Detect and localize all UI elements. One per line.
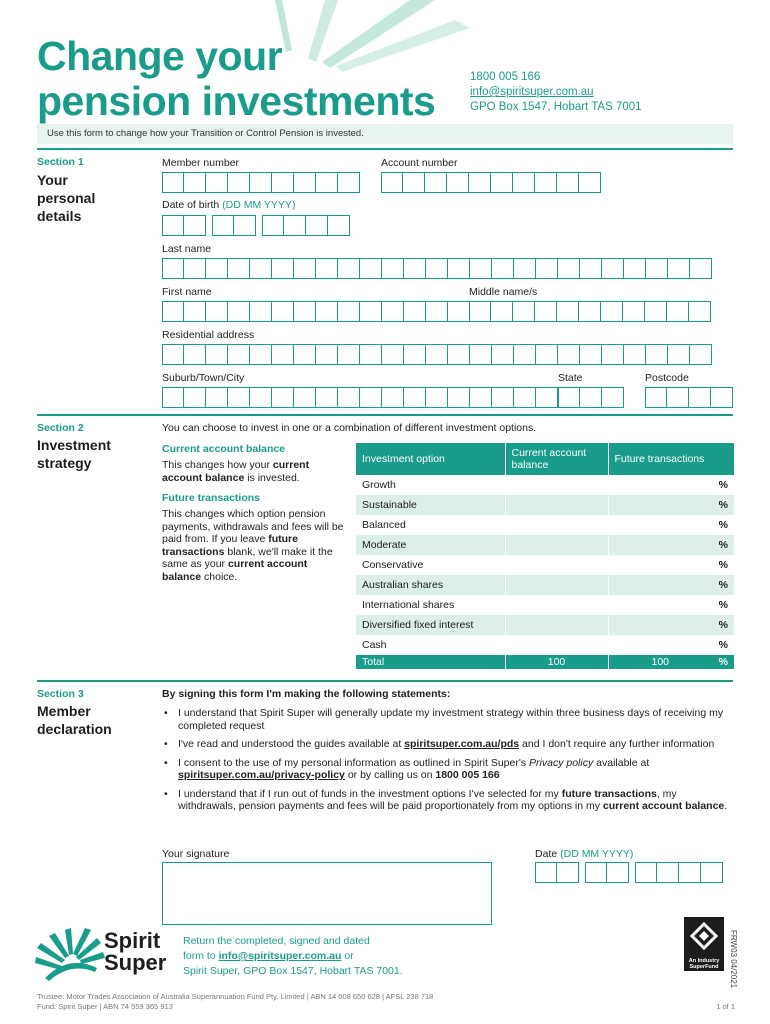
option-name: Balanced — [362, 519, 406, 531]
email-link[interactable]: info@spiritsuper.com.au — [470, 86, 594, 98]
section3-title: Member declaration — [37, 703, 112, 737]
ft-text: This changes which option pension payments, withdrawals and fees will be paid from. If you leave future transactions blank, we'll make it the same as your current account balance choice. — [162, 508, 344, 583]
sign-date-label: Date (DD MM YYYY) — [535, 848, 634, 860]
section2-title: Investment strategy — [37, 437, 111, 471]
form-code: FRW03 04/2021 — [729, 930, 738, 989]
total-row — [356, 655, 734, 669]
statement-3: • I consent to the use of my personal information as outlined in Spirit Super's Privacy policy available at spiritsuper.com.au/privacy-policy or by calling us on 1800 005 166 — [162, 757, 728, 782]
current-balance-input[interactable] — [505, 575, 608, 595]
statement-4: • I understand that if I run out of funds in the investment options I've selected for my future transactions, my withdrawals, pension payments and fees will be paid proportionately from my options in my current account balance. — [162, 788, 728, 813]
table-row — [356, 475, 734, 495]
current-balance-input[interactable] — [505, 475, 608, 495]
total-current: 100 — [505, 655, 608, 669]
industry-superfund-badge: An Industry SuperFund — [684, 917, 724, 971]
option-name: Conservative — [362, 559, 424, 571]
current-balance-input[interactable] — [505, 635, 608, 655]
col-option: Investment option — [356, 443, 505, 475]
total-label: Total — [356, 655, 505, 669]
percent-sign: % — [712, 575, 734, 595]
table-row — [356, 555, 734, 575]
middle-names-field[interactable] — [469, 301, 711, 322]
future-transactions-input[interactable] — [608, 555, 712, 575]
future-transactions-input[interactable] — [608, 635, 712, 655]
page-number: 1 of 1 — [716, 1002, 735, 1011]
future-transactions-input[interactable] — [608, 575, 712, 595]
option-name: International shares — [362, 599, 455, 611]
percent-sign: % — [712, 495, 734, 515]
table-row — [356, 575, 734, 595]
percent-sign: % — [712, 615, 734, 635]
ft-heading: Future transactions — [162, 492, 261, 504]
future-transactions-input[interactable] — [608, 515, 712, 535]
investment-table — [356, 443, 734, 669]
section1-title: Your personal details — [37, 172, 96, 224]
table-row — [356, 635, 734, 655]
table-row — [356, 515, 734, 535]
postal-address: GPO Box 1547, Hobart TAS 7001 — [470, 101, 642, 113]
first-name-label: First name — [162, 286, 212, 298]
last-name-label: Last name — [162, 243, 212, 255]
return-instructions: Return the completed, signed and dated form to info@spiritsuper.com.au or Spirit Super, GPO Box 1547, Hobart TAS 7001. — [183, 935, 403, 977]
cab-heading: Current account balance — [162, 443, 286, 455]
option-name: Cash — [362, 639, 387, 651]
member-number-field[interactable] — [162, 172, 360, 193]
future-transactions-input[interactable] — [608, 595, 712, 615]
current-balance-input[interactable] — [505, 595, 608, 615]
table-row — [356, 615, 734, 635]
percent-sign: % — [718, 599, 728, 611]
current-balance-input[interactable] — [505, 535, 608, 555]
trustee-info: Trustee: Motor Trades Association of Australia Superannuation Fund Pty. Limited | ABN 14 008 650 628 | AFSL 238 718 Fund: Spirit Super | ABN 74 559 365 913 — [37, 992, 434, 1011]
option-name: Sustainable — [356, 495, 505, 515]
address-field[interactable] — [162, 344, 712, 365]
state-field[interactable] — [558, 387, 624, 408]
current-balance-input[interactable] — [505, 555, 608, 575]
superfund-badge-icon — [684, 917, 724, 953]
percent-sign: % — [712, 535, 734, 555]
return-email-link[interactable]: info@spiritsuper.com.au — [218, 950, 342, 962]
divider — [37, 680, 733, 682]
dob-label: Date of birth (DD MM YYYY) — [162, 199, 296, 211]
member-number-label: Member number — [162, 157, 240, 169]
postcode-field[interactable] — [645, 387, 733, 408]
account-number-field[interactable] — [381, 172, 601, 193]
privacy-link[interactable]: spiritsuper.com.au/privacy-policy — [178, 769, 345, 781]
total-future: 100 — [608, 655, 712, 669]
percent-sign: % — [712, 655, 734, 669]
section2-number: Section 2 — [37, 422, 84, 434]
logo-text: Spirit Super — [104, 928, 167, 975]
intro-band: Use this form to change how your Transition or Control Pension is invested. — [37, 124, 733, 144]
signature-label: Your signature — [162, 848, 230, 860]
statement-1: • I understand that Spirit Super will generally update my investment strategy within three business days of receiving my completed request — [162, 707, 728, 732]
option-name: Growth — [362, 479, 396, 491]
table-row — [356, 495, 734, 515]
state-label: State — [558, 372, 583, 384]
future-transactions-input[interactable] — [608, 615, 712, 635]
account-number-label: Account number — [381, 157, 458, 169]
future-transactions-input[interactable] — [608, 495, 712, 515]
percent-sign: % — [718, 639, 728, 651]
percent-sign: % — [718, 519, 728, 531]
option-name: Moderate — [356, 535, 505, 555]
last-name-field[interactable] — [162, 258, 712, 279]
cab-text: This changes how your current account balance is invested. — [162, 459, 310, 484]
col-current: Current account balance — [505, 443, 608, 475]
middle-names-label: Middle name/s — [469, 286, 538, 298]
current-balance-input[interactable] — [505, 495, 608, 515]
current-balance-input[interactable] — [505, 515, 608, 535]
signature-field[interactable] — [162, 862, 492, 925]
current-balance-input[interactable] — [505, 615, 608, 635]
divider — [37, 148, 733, 150]
first-name-field[interactable] — [162, 301, 470, 322]
dob-field[interactable] — [162, 215, 350, 236]
percent-sign: % — [718, 559, 728, 571]
spirit-super-logo-icon — [35, 928, 105, 982]
percent-sign: % — [718, 479, 728, 491]
postcode-label: Postcode — [645, 372, 689, 384]
option-name: Australian shares — [356, 575, 505, 595]
option-name: Diversified fixed interest — [356, 615, 505, 635]
section2-intro: You can choose to invest in one or a combination of different investment options. — [162, 422, 537, 434]
future-transactions-input[interactable] — [608, 475, 712, 495]
col-future: Future transactions — [608, 443, 712, 475]
phone: 1800 005 166 — [470, 71, 541, 83]
section3-number: Section 3 — [37, 688, 84, 700]
divider — [37, 414, 733, 416]
dob-hint: (DD MM YYYY) — [222, 199, 296, 211]
section2-explanation — [162, 443, 348, 583]
contact-details — [470, 70, 642, 115]
declaration-list — [162, 707, 728, 819]
future-transactions-input[interactable] — [608, 535, 712, 555]
section1-number: Section 1 — [37, 156, 84, 168]
table-row — [356, 595, 734, 615]
suburb-label: Suburb/Town/City — [162, 372, 245, 384]
table-row — [356, 535, 734, 555]
statement-2: • I've read and understood the guides available at spiritsuper.com.au/pds and I don't require any further information — [162, 738, 728, 751]
sign-date-field[interactable] — [535, 862, 723, 883]
declaration-lead: By signing this form I'm making the following statements: — [162, 688, 451, 700]
suburb-field[interactable] — [162, 387, 558, 408]
pds-link[interactable]: spiritsuper.com.au/pds — [404, 738, 520, 750]
page-title: Change your pension investments — [37, 33, 436, 124]
address-label: Residential address — [162, 329, 255, 341]
